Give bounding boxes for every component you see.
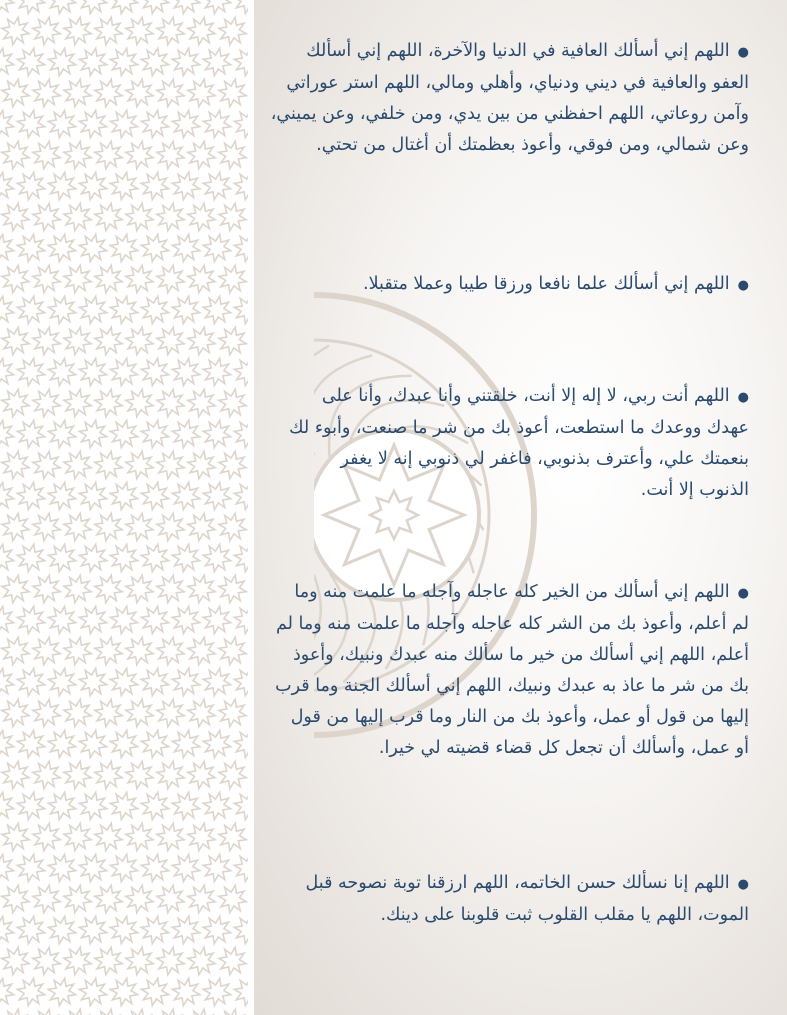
decorative-pattern-panel: [0, 0, 248, 1015]
islamic-pattern-icon: [0, 0, 248, 1015]
dua-text: اللهم إني أسألك علما نافعا ورزقا طيبا وعملا متقبلا.: [363, 274, 730, 294]
bullet-icon: ●: [737, 45, 749, 60]
pattern-lines: [0, 0, 248, 1015]
dua-paragraph: [274, 868, 749, 931]
dua-paragraph: [269, 36, 749, 161]
dua-text: اللهم إنا نسألك حسن الخاتمه، اللهم ارزقنا توبة نصوحه قبل الموت، اللهم يا مقلب القلوب ثبت قلوبنا على دينك.: [305, 873, 749, 925]
bullet-icon: ●: [737, 877, 749, 892]
bullet-icon: ●: [737, 278, 749, 293]
bullet-icon: ●: [737, 390, 749, 405]
dua-text: اللهم إني أسألك من الخير كله عاجله وآجله ما علمت منه وما لم أعلم، وأعوذ بك من الشر كله عاجله وآجله ما علمت منه وما لم أعلم، اللهم إني أسألك من خير ما سألك منه عبدك ونبيك، وأعوذ بك من شر ما عاذ به عبدك ونبيك، اللهم إني أسألك الجنة وما قرب إليها من قول أو عمل، وأعوذ بك من النار وما قرب إليها من قول أو عمل، وأسألك أن تجعل كل قضاء قضيته لي خيرا.: [275, 582, 749, 758]
dua-paragraph: [274, 577, 749, 764]
dua-paragraph: [269, 269, 749, 301]
bullet-icon: ●: [737, 586, 749, 601]
dua-paragraph: [289, 381, 749, 506]
dua-text: اللهم أنت ربي، لا إله إلا أنت، خلقتني وأنا عبدك، وأنا على عهدك ووعدك ما استطعت، أعوذ بك من شر ما صنعت، وأبوء لك بنعمتك علي، وأعترف بذنوبي، فاغفر لي ذنوبي إنه لا يغفر الذنوب إلا أنت.: [289, 386, 749, 500]
dua-text: اللهم إني أسألك العافية في الدنيا والآخرة، اللهم إني أسألك العفو والعافية في ديني ودنياي، وأهلي ومالي، اللهم استر عوراتي وآمن روعاتي، اللهم احفظني من بين يدي، ومن خلفي، وعن يميني، وعن شمالي، ومن فوقي، وأعوذ بعظمتك أن أغتال من تحتي.: [270, 41, 749, 155]
